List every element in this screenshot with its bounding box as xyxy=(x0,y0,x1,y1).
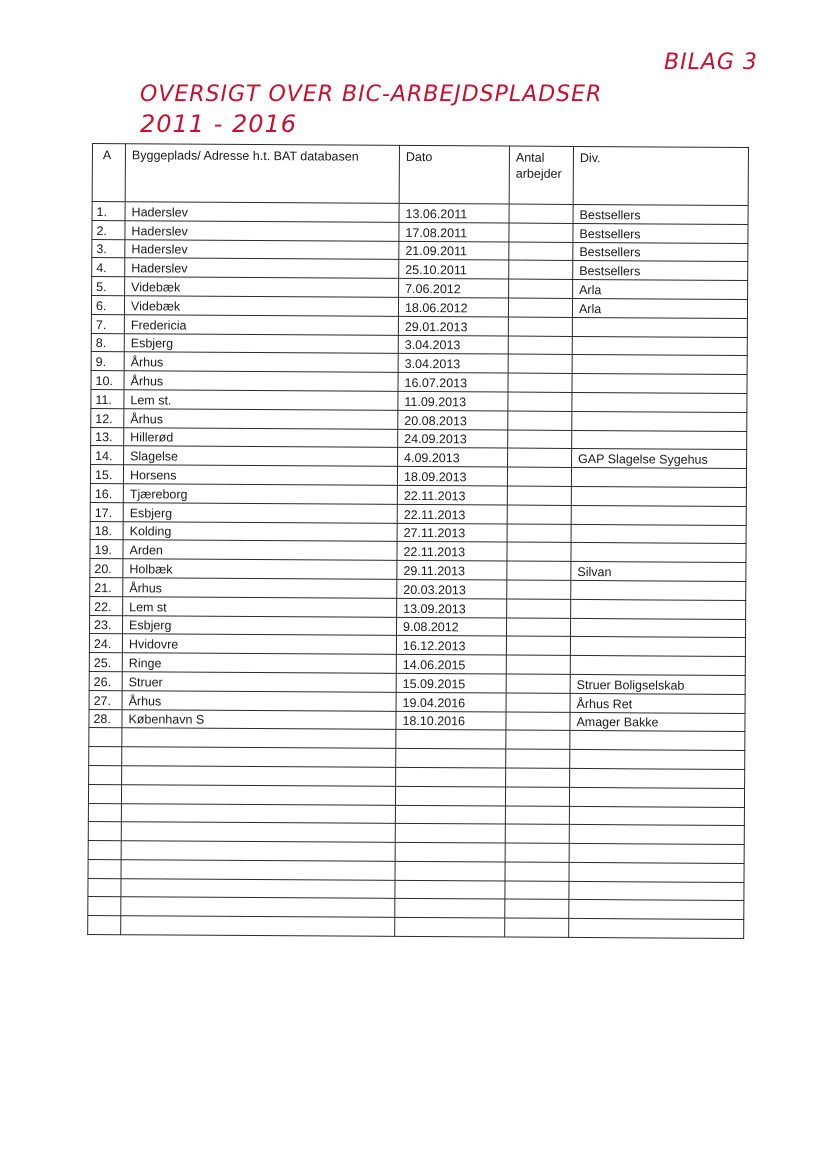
row-place: Århus xyxy=(123,578,397,598)
row-number: 18. xyxy=(90,521,123,540)
row-antal xyxy=(509,204,573,223)
row-place: Lem st xyxy=(123,596,397,616)
row-div: Struer Boligselskab xyxy=(570,674,745,694)
row-div: Århus Ret xyxy=(570,693,745,713)
row-antal xyxy=(507,524,571,543)
row-antal xyxy=(508,411,572,430)
empty-cell xyxy=(506,730,570,749)
row-div: Bestsellers xyxy=(573,204,748,224)
row-place: Fredericia xyxy=(124,314,398,334)
row-number: 1. xyxy=(92,202,125,221)
row-antal xyxy=(508,317,572,336)
row-antal xyxy=(507,580,571,599)
row-number: 27. xyxy=(89,690,122,709)
row-number: 9. xyxy=(91,352,124,371)
row-place: Esbjerg xyxy=(123,502,397,522)
empty-cell xyxy=(569,806,744,826)
empty-cell xyxy=(122,766,396,786)
header-row xyxy=(92,144,748,206)
row-place: Ringe xyxy=(122,653,396,673)
empty-cell xyxy=(122,728,396,748)
row-antal xyxy=(508,298,572,317)
empty-cell xyxy=(570,731,745,751)
row-date: 20.08.2013 xyxy=(398,410,508,429)
row-number: 17. xyxy=(90,502,123,521)
row-div: Bestsellers xyxy=(573,242,748,262)
empty-cell xyxy=(89,765,122,784)
row-place: Arden xyxy=(123,540,397,560)
empty-cell xyxy=(89,728,122,747)
row-number: 21. xyxy=(90,577,123,596)
row-antal xyxy=(506,655,570,674)
table-body xyxy=(88,202,748,939)
empty-cell xyxy=(121,784,395,804)
empty-cell xyxy=(569,881,744,901)
empty-cell xyxy=(395,861,505,880)
row-div xyxy=(571,486,746,506)
empty-cell xyxy=(122,747,396,767)
row-place: Videbæk xyxy=(124,296,398,316)
row-antal xyxy=(508,430,572,449)
row-date: 27.11.2013 xyxy=(397,523,507,542)
row-antal xyxy=(508,336,572,355)
row-div: Bestsellers xyxy=(573,223,748,243)
empty-row xyxy=(88,916,744,939)
empty-cell xyxy=(505,862,569,881)
row-div xyxy=(571,580,746,600)
row-antal xyxy=(506,674,570,693)
row-place: Tjæreborg xyxy=(123,484,397,504)
header-dato: Dato xyxy=(399,145,509,204)
row-div: Arla xyxy=(572,298,747,318)
row-number: 22. xyxy=(90,596,123,615)
row-place: Struer xyxy=(122,672,396,692)
empty-cell xyxy=(505,881,569,900)
row-antal xyxy=(509,242,573,261)
empty-cell xyxy=(506,749,570,768)
row-antal xyxy=(508,373,572,392)
row-date: 3.04.2013 xyxy=(398,354,508,373)
empty-cell xyxy=(505,918,569,937)
row-date: 13.09.2013 xyxy=(397,598,507,617)
row-place: Århus xyxy=(122,690,396,710)
empty-cell xyxy=(396,748,506,767)
empty-cell xyxy=(395,824,505,843)
row-div xyxy=(572,355,747,375)
empty-cell xyxy=(395,786,505,805)
row-number: 13. xyxy=(91,427,124,446)
row-antal xyxy=(509,260,573,279)
header-div: Div. xyxy=(573,146,748,205)
row-date: 17.08.2011 xyxy=(399,222,509,241)
row-div xyxy=(570,637,745,657)
row-number: 10. xyxy=(91,371,124,390)
row-date: 20.03.2013 xyxy=(397,579,507,598)
empty-cell xyxy=(88,822,121,841)
row-antal xyxy=(507,486,571,505)
row-place: Århus xyxy=(124,408,398,428)
row-number: 28. xyxy=(89,709,122,728)
empty-cell xyxy=(121,841,395,861)
row-date: 15.09.2015 xyxy=(396,673,506,692)
row-place: Lem st. xyxy=(124,390,398,410)
row-place: Videbæk xyxy=(125,277,399,297)
row-place: Haderslev xyxy=(125,239,399,259)
empty-cell xyxy=(396,767,506,786)
row-div xyxy=(572,430,747,450)
header-a: A xyxy=(92,144,125,202)
empty-cell xyxy=(88,897,121,916)
row-place: Kolding xyxy=(123,521,397,541)
row-date: 22.11.2013 xyxy=(397,485,507,504)
empty-cell xyxy=(569,862,744,882)
row-div xyxy=(571,505,746,525)
row-number: 11. xyxy=(91,389,124,408)
bilag-annotation: BILAG 3 xyxy=(664,50,758,75)
row-antal xyxy=(507,505,571,524)
empty-cell xyxy=(88,784,121,803)
row-place: Haderslev xyxy=(125,202,399,222)
row-number: 12. xyxy=(91,408,124,427)
row-place: Århus xyxy=(124,352,398,372)
row-div xyxy=(572,317,747,337)
row-date: 18.10.2016 xyxy=(396,711,506,730)
empty-cell xyxy=(505,900,569,919)
row-place: Esbjerg xyxy=(123,615,397,635)
empty-cell xyxy=(506,768,570,787)
row-date: 18.06.2012 xyxy=(398,297,508,316)
row-date: 3.04.2013 xyxy=(398,335,508,354)
row-antal xyxy=(507,467,571,486)
row-place: Slagelse xyxy=(124,446,398,466)
empty-cell xyxy=(570,750,745,770)
empty-cell xyxy=(570,768,745,788)
empty-cell xyxy=(89,747,122,766)
row-date: 29.11.2013 xyxy=(397,561,507,580)
row-div: GAP Slagelse Sygehus xyxy=(572,449,747,469)
empty-cell xyxy=(121,860,395,880)
row-place: Haderslev xyxy=(125,258,399,278)
row-antal xyxy=(506,618,570,637)
row-number: 25. xyxy=(89,653,122,672)
row-antal xyxy=(506,636,570,655)
row-place: Esbjerg xyxy=(124,333,398,353)
row-div xyxy=(571,468,746,488)
empty-cell xyxy=(88,803,121,822)
row-div xyxy=(572,336,747,356)
empty-cell xyxy=(505,843,569,862)
row-number: 8. xyxy=(91,333,124,352)
empty-cell xyxy=(88,859,121,878)
row-number: 20. xyxy=(90,559,123,578)
row-date: 14.06.2015 xyxy=(396,654,506,673)
empty-cell xyxy=(121,822,395,842)
row-place: Hvidovre xyxy=(122,634,396,654)
row-date: 16.07.2013 xyxy=(398,373,508,392)
row-div: Amager Bakke xyxy=(570,712,745,732)
header-antal: Antal arbejder xyxy=(509,146,573,204)
empty-cell xyxy=(395,805,505,824)
empty-cell xyxy=(569,900,744,920)
row-div xyxy=(571,543,746,563)
row-number: 2. xyxy=(92,220,125,239)
row-number: 14. xyxy=(91,446,124,465)
empty-cell xyxy=(395,918,505,937)
empty-cell xyxy=(569,825,744,845)
row-div: Silvan xyxy=(571,562,746,582)
empty-cell xyxy=(88,841,121,860)
row-date: 18.09.2013 xyxy=(397,467,507,486)
row-antal xyxy=(507,599,571,618)
row-date: 19.04.2016 xyxy=(396,692,506,711)
empty-cell xyxy=(121,803,395,823)
row-div xyxy=(572,411,747,431)
row-date: 4.09.2013 xyxy=(398,448,508,467)
row-antal xyxy=(507,542,571,561)
row-div: Arla xyxy=(573,280,748,300)
row-div xyxy=(570,656,745,676)
row-place: Haderslev xyxy=(125,221,399,241)
row-date: 29.01.2013 xyxy=(398,316,508,335)
header-byggeplads: Byggeplads/ Adresse h.t. BAT databasen xyxy=(125,144,399,204)
row-antal xyxy=(508,354,572,373)
row-div xyxy=(571,599,746,619)
row-number: 16. xyxy=(90,483,123,502)
row-date: 22.11.2013 xyxy=(397,542,507,561)
row-number: 24. xyxy=(89,634,122,653)
row-place: Holbæk xyxy=(123,559,397,579)
row-date: 22.11.2013 xyxy=(397,504,507,523)
row-div xyxy=(572,374,747,394)
empty-cell xyxy=(88,878,121,897)
row-antal xyxy=(508,448,572,467)
row-number: 5. xyxy=(92,277,125,296)
row-div xyxy=(571,524,746,544)
row-date: 25.10.2011 xyxy=(399,260,509,279)
row-number: 4. xyxy=(92,258,125,277)
row-place: Hillerød xyxy=(124,427,398,447)
row-antal xyxy=(509,223,573,242)
empty-cell xyxy=(505,824,569,843)
empty-cell xyxy=(395,880,505,899)
row-date: 9.08.2012 xyxy=(396,617,506,636)
empty-cell xyxy=(505,806,569,825)
handwritten-years: 2011 - 2016 xyxy=(140,110,298,138)
empty-cell xyxy=(121,878,395,898)
handwritten-title: OVERSIGT OVER BIC-ARBEJDSPLADSER xyxy=(140,82,603,107)
row-number: 26. xyxy=(89,671,122,690)
row-number: 15. xyxy=(90,465,123,484)
row-date: 21.09.2011 xyxy=(399,241,509,260)
empty-cell xyxy=(121,916,395,936)
row-number: 23. xyxy=(90,615,123,634)
row-date: 11.09.2013 xyxy=(398,391,508,410)
empty-cell xyxy=(395,899,505,918)
empty-cell xyxy=(569,919,744,939)
row-antal xyxy=(507,561,571,580)
row-div: Bestsellers xyxy=(573,261,748,281)
empty-cell xyxy=(121,897,395,917)
row-div xyxy=(570,618,745,638)
row-date: 24.09.2013 xyxy=(398,429,508,448)
row-div xyxy=(572,392,747,412)
empty-cell xyxy=(88,916,121,935)
empty-cell xyxy=(396,730,506,749)
row-place: København S xyxy=(122,709,396,729)
row-antal xyxy=(506,712,570,731)
row-date: 13.06.2011 xyxy=(399,203,509,222)
row-date: 16.12.2013 xyxy=(396,636,506,655)
row-place: Horsens xyxy=(123,465,397,485)
row-antal xyxy=(509,279,573,298)
workplace-table xyxy=(87,143,749,939)
row-number: 7. xyxy=(91,314,124,333)
row-number: 19. xyxy=(90,540,123,559)
empty-cell xyxy=(569,787,744,807)
empty-cell xyxy=(569,844,744,864)
empty-cell xyxy=(505,787,569,806)
row-number: 3. xyxy=(92,239,125,258)
row-antal xyxy=(506,693,570,712)
row-date: 7.06.2012 xyxy=(399,279,509,298)
row-place: Århus xyxy=(124,371,398,391)
row-antal xyxy=(508,392,572,411)
empty-cell xyxy=(395,842,505,861)
row-number: 6. xyxy=(91,295,124,314)
